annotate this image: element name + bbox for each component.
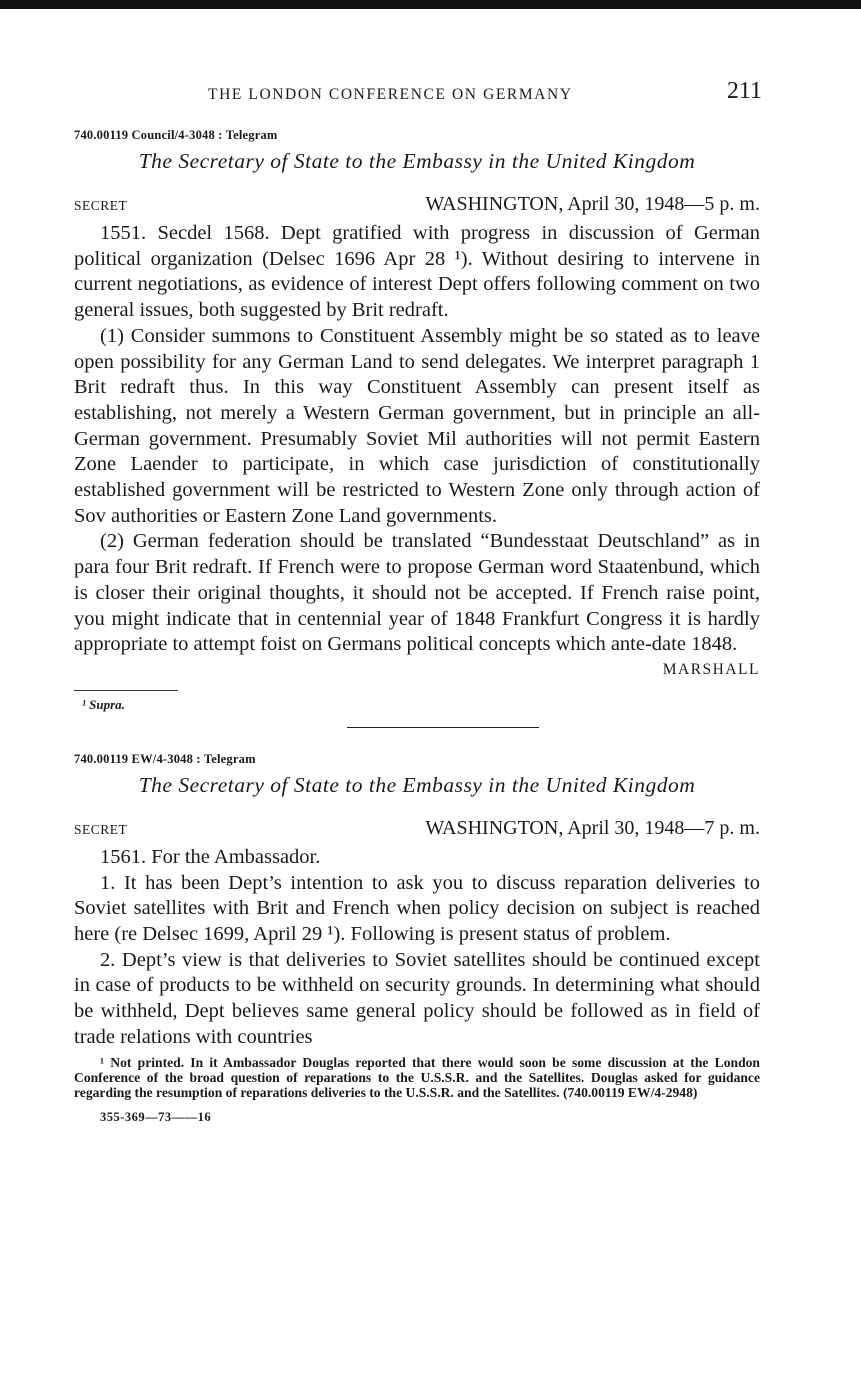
doc1-place-date: WASHINGTON, April 30, 1948—5 p. m. [425, 193, 760, 215]
page-header [74, 78, 760, 118]
doc1-paragraph: (1) Consider summons to Constituent Assembly might be so stated as to leave open possibility for any German Land to send delegates. We interpret paragraph 1 Brit redraft thus. In this way Constituent Assembly can present itself as establishing, not merely a Western German government, but in principle an all-German government. Presumably Soviet Mil authorities will not permit Eastern Zone Laender to participate, in which case jurisdiction of constitutionally established government will be restricted to Western Zone only through action of Sov authorities or Eastern Zone Land governments. [74, 324, 760, 527]
doc1-footnote: ¹ Supra. [82, 696, 125, 712]
scan-top-border [0, 0, 861, 9]
running-title: THE LONDON CONFERENCE ON GERMANY [208, 86, 573, 103]
document-page [74, 78, 760, 1125]
doc1-file-reference: 740.00119 Council/4-3048 : Telegram [74, 128, 278, 142]
doc1-classification: SECRET [74, 198, 128, 213]
doc2-title: The Secretary of State to the Embassy in the United Kingdom [138, 772, 696, 797]
doc2-file-reference: 740.00119 EW/4-3048 : Telegram [74, 751, 256, 766]
doc2-paragraph: 1. It has been Dept’s intention to ask you to discuss reparation deliveries to Soviet satellites with Brit and French when policy decision on subject is reached here (re Delsec 1699, April 29 ¹). Following is present status of problem. [74, 871, 760, 946]
doc1-footnote-rule [74, 690, 178, 691]
doc1-paragraph: (2) German federation should be translated “Bundesstaat Deutschland” as in para four Brit redraft. If French were to propose German word Staatenbund, which is closer their original thoughts, it should not be accepted. If French raise point, you might indicate that in centennial year of 1848 Frankfurt Congress it is hardly appropriate to attempt foist on Germans political concepts which ante-date 1848. [74, 530, 760, 656]
doc2-footnote-text: ¹ Not printed. In it Ambassador Douglas reported that there would soon be some discussion at the London Conference of the broad question of reparations to the U.S.S.R. and the Satellites. Douglas asked for guidance regarding the resumption of reparations deliveries to the U.S.S.R. and the Satellites. (740.00119 EW/4-2948) [74, 1054, 760, 1100]
doc1-paragraph: 1551. Secdel 1568. Dept gratified with progress in discussion of German political organization (Delsec 1696 Apr 28 ¹). Without desiring to intervene in current negotiations, as evidence of interest Dept offers following comment on two general issues, both suggested by Brit redraft. [74, 222, 760, 322]
doc2-dateline [74, 816, 760, 842]
doc2-place-date: WASHINGTON, April 30, 1948—7 p. m. [425, 816, 760, 839]
section-divider [347, 727, 539, 728]
doc1-body [74, 221, 760, 658]
doc1-signature: MARSHALL [662, 660, 760, 678]
doc1-dateline [74, 192, 760, 218]
doc2-body [74, 845, 760, 1051]
doc2-paragraph: 1561. For the Ambassador. [100, 845, 321, 868]
page-number: 211 [726, 78, 762, 104]
doc1-title: The Secretary of State to the Embassy in the United Kingdom [138, 149, 696, 173]
doc2-classification: SECRET [74, 821, 128, 837]
printer-line: 355-369—73——16 [100, 1110, 212, 1125]
doc2-paragraph: 2. Dept’s view is that deliveries to Soviet satellites should be continued except in case of products to be withheld on security grounds. In determining what should be withheld, Dept believes same general policy should be followed as in field of trade relations with countries [74, 948, 760, 1048]
doc2-footnote [74, 1055, 760, 1101]
